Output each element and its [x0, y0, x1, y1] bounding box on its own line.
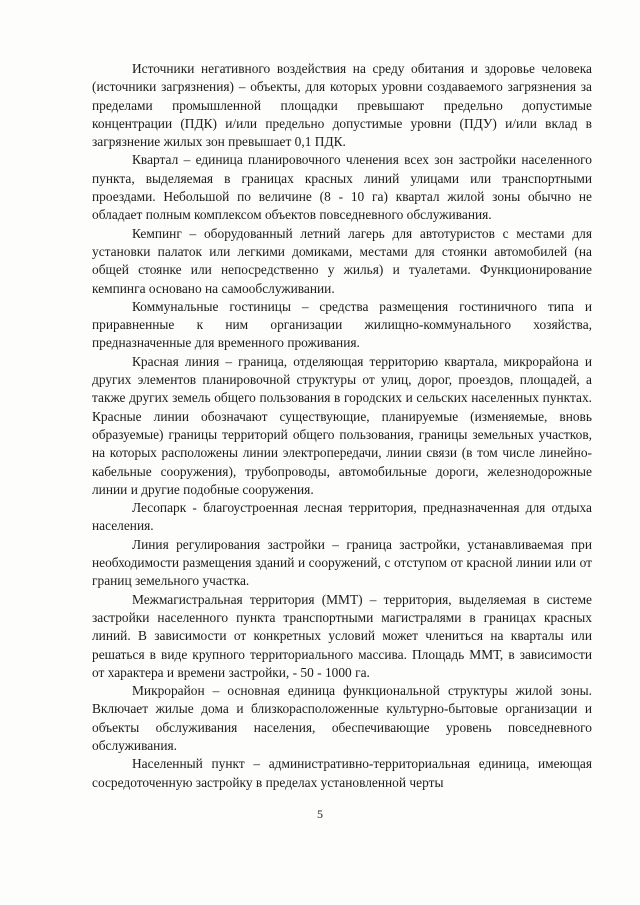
- paragraph-camping: Кемпинг – оборудованный летний лагерь для автотуристов с местами для установки палаток или легкими домиками, местами для стоянки автомобилей (на общей стоянке или непосредственно у жилья) и туалетами. Функционирование кемпинга основано на самообслуживании.: [92, 225, 592, 296]
- paragraph-inter-highway-territory: Межмагистральная территория (ММТ) – территория, выделяемая в системе застройки населенного пункта транспортными магистралями в границах красных линий. В зависимости от конкретных условий может члениться на кварталы или решаться в виде крупного территориального массива. Площадь ММТ, в зависимости от характера и времени застройки, - 50 - 1000 га.: [92, 591, 592, 680]
- paragraph-building-line: Линия регулирования застройки – граница застройки, устанавливаемая при необходимости размещения зданий и сооружений, с отступом от красной линии или от границ земельного участка.: [92, 536, 592, 589]
- paragraph-pollution-sources: Источники негативного воздействия на среду обитания и здоровье человека (источники загрязнения) – объекты, для которых уровни создаваемого загрязнения за пределами промышленной площадки превышают предельно допустимые концентрации (ПДК) и/или предельно допустимые уровни (ПДУ) и/или вклад в загрязнение жилых зон превышает 0,1 ПДК.: [92, 61, 592, 150]
- page-number: 5: [317, 807, 323, 821]
- paragraph-settlement: Населенный пункт – административно-территориальная единица, имеющая сосредоточенную застройку в пределах установленной черты: [92, 756, 592, 790]
- paragraph-microdistrict: Микрорайон – основная единица функциональной структуры жилой зоны. Включает жилые дома и близкорасположенные культурно-бытовые организации и объекты обслуживания населения, обеспечивающие уровень повседневного обслуживания.: [92, 683, 592, 753]
- paragraph-communal-hotels: Коммунальные гостиницы – средства размещения гостиничного типа и приравненные к ним организации жилищно-коммунального хозяйства, предназначенные для временного проживания.: [92, 298, 592, 351]
- document-body: [92, 60, 592, 792]
- paragraph-forest-park: Лесопарк - благоустроенная лесная территория, предназначенная для отдыха населения.: [92, 500, 592, 534]
- paragraph-kvartal: Квартал – единица планировочного членения всех зон застройки населенного пункта, выделяемая в границах красных линий улицами или транспортными проездами. Небольшой по величине (8 - 10 га) квартал жилой зоны обычно не обладает полным комплексом объектов повседневного обслуживания.: [92, 152, 592, 223]
- paragraph-red-line: Красная линия – граница, отделяющая территорию квартала, микрорайона и других элементов планировочной структуры от улиц, дорог, проездов, площадей, а также других земель общего пользования в городских и сельских населенных пунктах. Красные линии обозначают существующие, планируемые (изменяемые, вновь образуемые) границы территорий общего пользования, границы земельных участков, на которых расположены линии электропередачи, линии связи (в том числе линейно-кабельные сооружения), трубопроводы, автомобильные дороги, железнодорожные линии и другие подобные сооружения.: [92, 353, 592, 497]
